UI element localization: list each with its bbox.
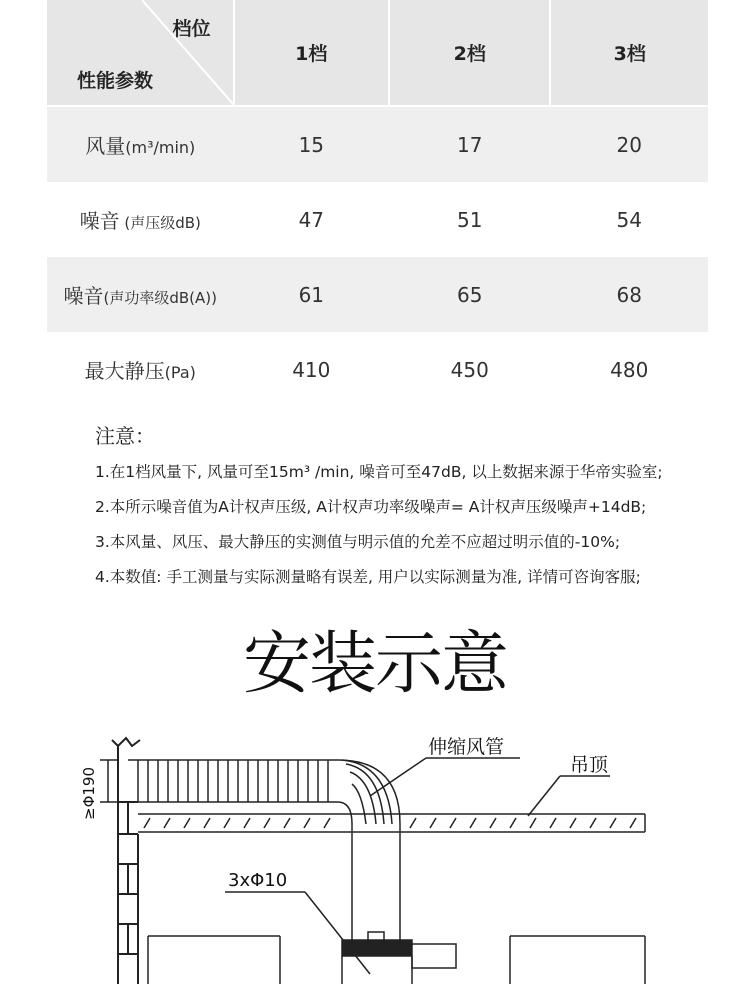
gear-header-label: 档位 [172,18,211,40]
table-header-row [47,0,708,106]
table-cell: 15 [234,106,390,182]
table-cell: 450 [450,357,489,382]
table-cell: 17 [389,106,550,182]
table-cell: 61 [234,257,390,332]
notes-title: 注意： [95,424,155,448]
table-row [47,182,708,257]
table-cell: 68 [550,257,708,332]
table-cell: 410 [292,357,331,382]
row-label: 风量(m³/min) [47,106,234,182]
installation-diagram [70,724,670,984]
diameter-label: ≥Φ190 [80,766,98,820]
table-cell: 51 [457,207,483,232]
gear-3-header: 3档 [550,0,708,106]
table-row [47,106,708,182]
spec-table [47,0,708,407]
table-cell: 47 [298,207,325,232]
row-label: 噪音(声功率级dB(A)) [47,257,234,332]
leader-lines [225,758,610,974]
header-diagonal-cell [47,0,234,106]
notes-section [95,420,715,598]
param-header-label: 性能参数 [77,70,154,92]
gear-2-header: 2档 [389,0,550,106]
table-cell: 65 [389,257,550,332]
gear-1-header: 1档 [234,0,390,106]
note-line: 4.本数值: 手工测量与实际测量略有误差, 用户以实际测量为准, 详情可咨询客服; [95,568,641,586]
diameter-dimension [100,760,118,802]
flexible-duct [128,760,400,946]
row-label: 最大静压(Pa) [84,359,196,383]
table-cell: 54 [616,207,642,232]
row-label: 噪音 (声压级dB) [79,209,201,233]
table-cell: 20 [550,106,708,182]
fan-unit [148,932,645,984]
note-line: 2.本所示噪音值为A计权声压级, A计权声功率级噪声= A计权声压级噪声+14dB; [95,498,647,516]
ceiling-label: 吊顶 [570,754,609,776]
table-row [47,257,708,332]
ceiling-hatching [144,818,636,828]
duct-label: 伸缩风管 [428,736,505,758]
install-title: 安装示意 [242,625,507,704]
note-line: 1.在1档风量下, 风量可至15m³ /min, 噪音可至47dB, 以上数据来源于华帝实验室; [95,463,663,481]
holes-label: 3xΦ10 [228,870,288,891]
brick-wall [112,738,140,984]
table-cell: 480 [610,357,649,382]
table-row [47,332,708,407]
note-line: 3.本风量、风压、最大静压的实测值与明示值的允差不应超过明示值的-10%; [95,533,621,551]
